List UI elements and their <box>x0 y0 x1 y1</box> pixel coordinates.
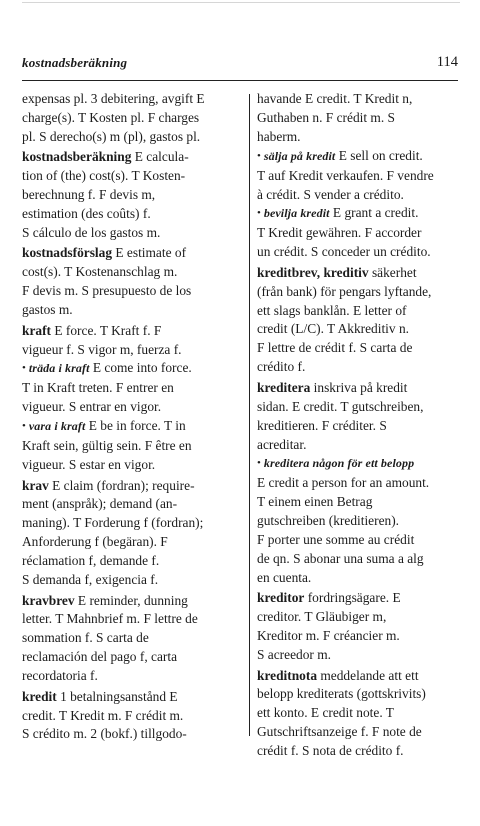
entry-text: charge(s). T Kosten pl. F charges <box>22 109 200 125</box>
entry-line <box>257 167 472 186</box>
dictionary-entry <box>257 264 472 377</box>
entry-line <box>22 592 244 611</box>
entry-line <box>257 493 472 512</box>
entry-text: fordringsägare. E <box>304 590 401 606</box>
entry-text: E be in force. T in <box>85 418 186 434</box>
entry-line <box>257 358 472 377</box>
entry-text: un crédit. S conceder un crédito. <box>257 244 431 260</box>
entry-text: gastos m. <box>22 302 73 318</box>
entry-text: berechnung f. F devis m, <box>22 187 156 203</box>
entry-line <box>22 417 244 437</box>
entry-text: cost(s). T Kostenanschlag m. <box>22 264 178 280</box>
entry-text: F lettre de crédit f. S carta de <box>257 340 413 356</box>
entry-line <box>22 282 244 301</box>
entry-text: crédito f. <box>257 359 306 375</box>
top-edge-rule <box>22 2 460 3</box>
entry-line <box>22 437 244 456</box>
entry-text: S demanda f, exigencia f. <box>22 572 159 588</box>
page-number: 114 <box>436 54 458 70</box>
entry-line <box>22 707 244 726</box>
entry-text: Gutschriftsanzeige f. F note de <box>257 724 422 740</box>
entry-line <box>257 224 472 243</box>
entry-line <box>257 531 472 550</box>
entry-text: ment (anspråk); demand (an- <box>22 496 178 512</box>
entry-text: pl. S derecho(s) m (pl), gastos pl. <box>22 128 201 144</box>
bullet-icon: • <box>22 362 26 375</box>
entry-text: E credit a person for an amount. <box>257 475 430 491</box>
headword: kravbrev <box>22 592 75 608</box>
entry-text: à crédit. S vender a crédito. <box>257 186 404 202</box>
dictionary-entry <box>257 379 472 588</box>
entry-line <box>22 359 244 379</box>
entry-line <box>257 339 472 358</box>
headword: kostnadsförslag <box>22 245 113 261</box>
entry-line <box>257 109 472 128</box>
entry-line <box>257 704 472 723</box>
entry-line <box>22 322 244 341</box>
right-column <box>257 90 472 763</box>
entry-line <box>257 742 472 761</box>
entry-text: E force. T Kraft f. F <box>51 322 162 338</box>
entry-line <box>22 688 244 707</box>
entry-line <box>22 341 244 360</box>
entry-text: ett slags banklån. E letter of <box>257 302 407 318</box>
entry-line <box>257 723 472 742</box>
dictionary-entry <box>257 589 472 665</box>
dictionary-entry <box>22 477 244 590</box>
entry-text: belopp krediterats (gottskrivits) <box>257 686 426 702</box>
entry-line <box>22 148 244 167</box>
entry-text: F devis m. S presupuesto de los <box>22 283 192 299</box>
entry-line <box>257 474 472 493</box>
entry-line <box>257 685 472 704</box>
entry-text: acreditar. <box>257 436 307 452</box>
entry-text: Anforderung f (begäran). F <box>22 534 168 550</box>
bullet-icon: • <box>257 457 261 470</box>
entry-text: credit (L/C). T Akkreditiv n. <box>257 321 409 337</box>
entry-line <box>22 477 244 496</box>
entry-line <box>22 244 244 263</box>
page-header <box>22 55 458 75</box>
entry-text: estimation (des coûts) f. <box>22 206 151 222</box>
dictionary-entry <box>22 148 244 243</box>
entry-line <box>22 301 244 320</box>
entry-line <box>22 571 244 590</box>
entry-text: T Kredit gewähren. F accorder <box>257 225 422 241</box>
entry-text: S cálculo de los gastos m. <box>22 224 161 240</box>
dictionary-entry <box>22 90 244 147</box>
phrase: kreditera någon för ett belopp <box>263 456 415 471</box>
entry-line <box>22 629 244 648</box>
entry-line <box>257 398 472 417</box>
entry-line <box>257 264 472 283</box>
entry-text: tion of (the) cost(s). T Kosten- <box>22 168 186 184</box>
entry-line <box>257 283 472 302</box>
entry-line <box>257 569 472 588</box>
entry-line <box>257 667 472 686</box>
entry-line <box>22 610 244 629</box>
entry-text: gutschreiben (kreditieren). <box>257 513 400 529</box>
dictionary-entry <box>22 322 244 475</box>
entry-text: vigueur f. S vigor m, fuerza f. <box>22 341 182 357</box>
entry-text: sommation f. S carta de <box>22 630 149 646</box>
entry-text: recordatoria f. <box>22 668 98 684</box>
entry-text: creditor. T Gläubiger m, <box>257 609 387 625</box>
entry-text: de qn. S abonar una suma a alg <box>257 550 424 566</box>
entry-line <box>257 147 472 167</box>
entry-text: letter. T Mahnbrief m. F lettre de <box>22 611 198 627</box>
bullet-icon: • <box>257 149 261 162</box>
entry-text: vigueur. S entrar en vigor. <box>22 399 162 415</box>
entry-text: meddelande att ett <box>317 667 419 683</box>
entry-line <box>22 514 244 533</box>
entry-line <box>22 128 244 147</box>
entry-text: crédit f. S nota de crédito f. <box>257 743 404 759</box>
entry-text: E calcula- <box>131 149 189 165</box>
entry-text: säkerhet <box>368 264 417 280</box>
entry-text: E grant a credit. <box>329 205 419 221</box>
entry-line <box>22 224 244 243</box>
entry-text: expensas pl. 3 debitering, avgift E <box>22 91 205 106</box>
entry-line <box>257 454 472 474</box>
entry-line <box>257 436 472 455</box>
entry-text: 1 betalningsanstånd E <box>56 688 178 704</box>
entry-line <box>257 128 472 147</box>
dictionary-entry <box>22 688 244 745</box>
entry-line <box>257 186 472 205</box>
header-rule <box>22 80 458 81</box>
entry-line <box>257 243 472 262</box>
entry-line <box>257 90 472 109</box>
phrase: bevilja kredit <box>263 206 330 221</box>
entry-line <box>257 512 472 531</box>
entry-text: T in Kraft treten. F entrer en <box>22 380 174 396</box>
entry-text: S crédito m. 2 (bokf.) tillgodo- <box>22 726 187 742</box>
entry-line <box>22 205 244 224</box>
entry-line <box>22 379 244 398</box>
headword: krav <box>22 477 49 493</box>
entry-line <box>257 204 472 224</box>
entry-line <box>22 648 244 667</box>
entry-line <box>257 550 472 569</box>
entry-line <box>257 646 472 665</box>
bullet-icon: • <box>257 207 261 220</box>
entry-line <box>22 167 244 186</box>
dictionary-entry <box>22 244 244 320</box>
entry-line <box>257 379 472 398</box>
bullet-icon: • <box>22 420 26 433</box>
entry-text: (från bank) för pengars lyftande, <box>257 283 432 299</box>
entry-text: maning). T Forderung f (fordran); <box>22 515 204 531</box>
entry-text: Kreditor m. F créancier m. <box>257 628 400 644</box>
headword: kreditbrev, kreditiv <box>257 264 369 280</box>
entry-line <box>257 608 472 627</box>
dictionary-entry <box>257 90 472 262</box>
dictionary-entry <box>257 667 472 762</box>
headword: kostnadsberäkning <box>22 149 132 165</box>
entry-text: T einem einen Betrag <box>257 494 373 510</box>
entry-text: Guthaben n. F crédit m. S <box>257 109 395 125</box>
entry-text: E reminder, dunning <box>74 592 188 608</box>
entry-line <box>22 725 244 744</box>
entry-text: E come into force. <box>89 360 192 376</box>
phrase: träda i kraft <box>28 361 90 376</box>
entry-text: inskriva på kredit <box>310 379 408 395</box>
entry-text: ett konto. E credit note. T <box>257 705 394 721</box>
entry-line <box>22 398 244 417</box>
entry-line <box>257 302 472 321</box>
entry-text: en cuenta. <box>257 569 312 585</box>
headword: kreditera <box>257 379 311 395</box>
left-column <box>22 90 244 746</box>
entry-text: havande E credit. T Kredit n, <box>257 91 413 106</box>
entry-text: E sell on credit. <box>335 147 423 163</box>
entry-text: S acreedor m. <box>257 647 331 663</box>
entry-text: E claim (fordran); require- <box>48 477 195 493</box>
entry-line <box>22 263 244 282</box>
phrase: sälja på kredit <box>263 148 336 163</box>
column-divider <box>249 94 250 736</box>
entry-line <box>22 90 244 109</box>
entry-text: credit. T Kredit m. F crédit m. <box>22 707 184 723</box>
entry-text: kreditieren. F créditer. S <box>257 417 387 433</box>
entry-line <box>257 417 472 436</box>
entry-line <box>22 109 244 128</box>
entry-text: vigueur. S estar en vigor. <box>22 457 156 472</box>
entry-text: Kraft sein, gültig sein. F être en <box>22 438 192 454</box>
entry-text: T auf Kredit verkaufen. F vendre <box>257 167 434 183</box>
entry-line <box>22 456 244 475</box>
entry-text: F porter une somme au crédit <box>257 532 415 548</box>
headword: kraft <box>22 322 52 338</box>
headword: kreditor <box>257 590 305 606</box>
entry-text: haberm. <box>257 128 301 144</box>
entry-text: reclamación del pago f, carta <box>22 649 178 665</box>
headword: kreditnota <box>257 667 318 683</box>
phrase: vara i kraft <box>28 419 86 434</box>
entry-line <box>22 667 244 686</box>
entry-line <box>22 495 244 514</box>
entry-text: sidan. E credit. T gutschreiben, <box>257 398 424 414</box>
entry-line <box>257 589 472 608</box>
entry-line <box>22 533 244 552</box>
dictionary-entry <box>22 592 244 687</box>
entry-line <box>22 552 244 571</box>
entry-line <box>257 627 472 646</box>
entry-line <box>22 186 244 205</box>
entry-text: réclamation f, demande f. <box>22 553 160 569</box>
headword: kredit <box>22 688 57 704</box>
running-head: kostnadsberäkning <box>22 55 128 70</box>
entry-text: E estimate of <box>112 245 187 261</box>
entry-line <box>257 320 472 339</box>
